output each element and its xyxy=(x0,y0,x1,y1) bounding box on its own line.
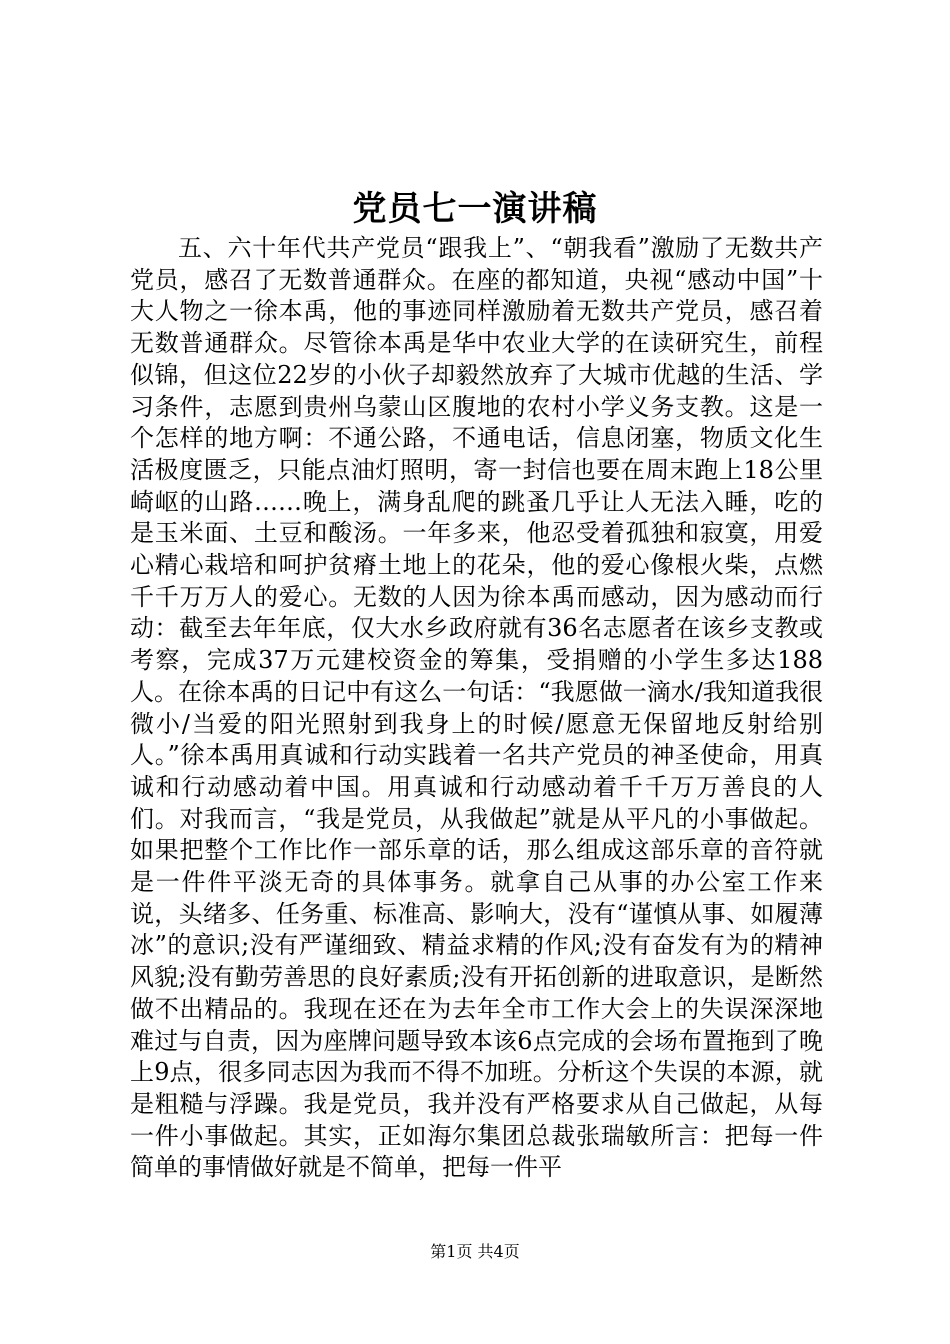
document-body-paragraph: 五、六十年代共产党员“跟我上”、“朝我看”激励了无数共产党员，感召了无数普通群众。在座的都知道，央视“感动中国”十大人物之一徐本禹，他的事迹同样激励着无数共产党员，感召着无数普通群众。尽管徐本禹是华中农业大学的在读研究生，前程似锦，但这位22岁的小伙子却毅然放弃了大城市优越的生活、学习条件，志愿到贵州乌蒙山区腹地的农村小学义务支教。这是一个怎样的地方啊：不通公路，不通电话，信息闭塞，物质文化生活极度匮乏，只能点油灯照明，寄一封信也要在周末跑上18公里崎岖的山路……晚上，满身乱爬的跳蚤几乎让人无法入睡，吃的是玉米面、土豆和酸汤。一年多来，他忍受着孤独和寂寞，用爱心精心栽培和呵护贫瘠土地上的花朵，他的爱心像根火柴，点燃千千万万人的爱心。无数的人因为徐本禹而感动，因为感动而行动：截至去年年底，仅大水乡政府就有36名志愿者在该乡支教或考察，完成37万元建校资金的筹集，受捐赠的小学生多达188人。在徐本禹的日记中有这么一句话：“我愿做一滴水/我知道我很微小/当爱的阳光照射到我身上的时候/愿意无保留地反射给别人。”徐本禹用真诚和行动实践着一名共产党员的神圣使命，用真诚和行动感动着中国。用真诚和行动感动着千千万万善良的人们。对我而言，“我是党员，从我做起”就是从平凡的小事做起。如果把整个工作比作一部乐章的话，那么组成这部乐章的音符就是一件件平淡无奇的具体事务。就拿自己从事的办公室工作来说，头绪多、任务重、标准高、影响大，没有“谨慎从事、如履薄冰”的意识;没有严谨细致、精益求精的作风;没有奋发有为的精神风貌;没有勤劳善思的良好素质;没有开拓创新的进取意识，是断然做不出精品的。我现在还在为去年全市工作大会上的失误深深地难过与自责，因为座牌问题导致本该6点完成的会场布置拖到了晚上9点，很多同志因为我而不得不加班。分析这个失误的本源，就是粗糙与浮躁。我是党员，我并没有严格要求从自己做起，从每一件小事做起。其实，正如海尔集团总裁张瑞敏所言：把每一件简单的事情做好就是不简单，把每一件平 xyxy=(130,234,823,1182)
document-title: 党员七一演讲稿 xyxy=(352,189,598,229)
page-footer: 第1页 共4页 xyxy=(430,1242,520,1261)
